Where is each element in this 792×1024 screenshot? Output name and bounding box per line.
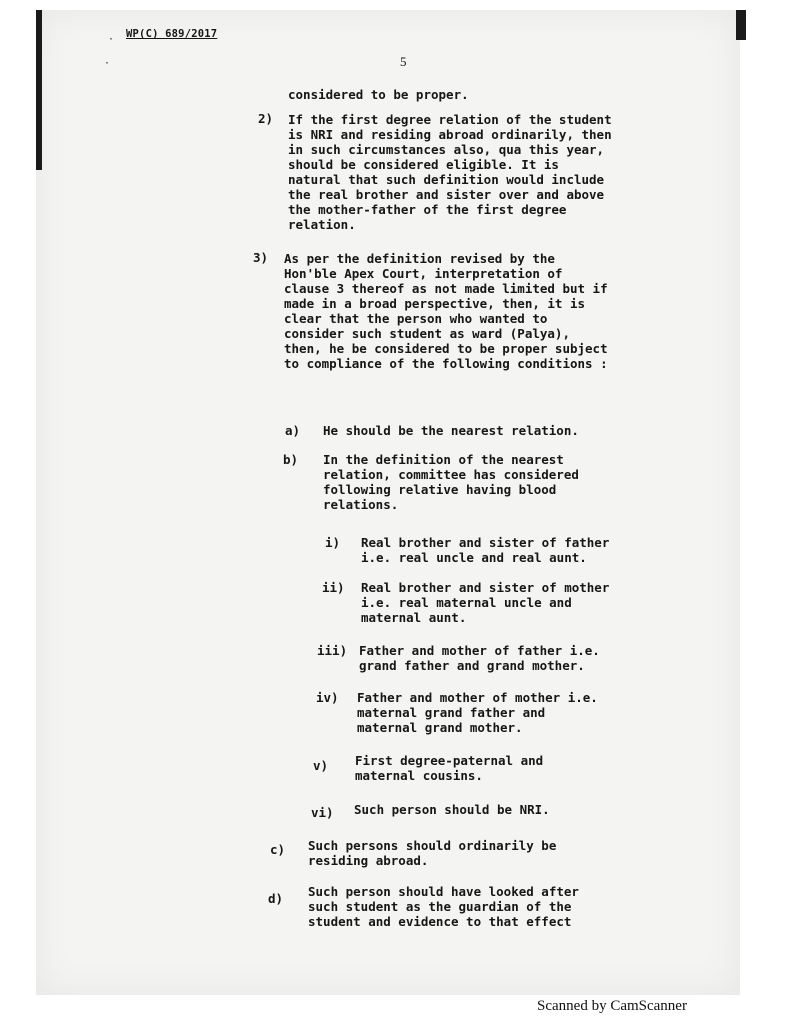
roman-label-iii: iii) — [317, 643, 348, 658]
roman-label-vi: vi) — [311, 805, 334, 820]
sub-b-line-4: relations. — [323, 497, 399, 512]
roman-ii-line-3: maternal aunt. — [361, 610, 467, 625]
roman-label-ii: ii) — [322, 580, 345, 595]
point-3-line-3: clause 3 thereof as not made limited but if — [284, 281, 608, 296]
point-3-line-2: Hon'ble Apex Court, interpretation of — [284, 266, 563, 281]
roman-iv-line-1: Father and mother of mother i.e. — [357, 690, 598, 705]
point-3-line-4: made in a broad perspective, then, it is — [284, 296, 586, 311]
sub-c-line-1: Such persons should ordinarily be — [308, 838, 557, 853]
case-number: WP(C) 689/2017 — [126, 28, 218, 40]
roman-vi-line-1: Such person should be NRI. — [354, 802, 550, 817]
roman-ii-line-1: Real brother and sister of mother — [361, 580, 610, 595]
sub-d-line-3: student and evidence to that effect — [308, 914, 572, 929]
point-2-line-4: should be considered eligible. It is — [288, 157, 559, 172]
intro-line: considered to be proper. — [288, 87, 469, 102]
point-2-line-3: in such circumstances also, qua this year, — [288, 142, 605, 157]
roman-label-iv: iv) — [316, 690, 339, 705]
sub-label-d: d) — [268, 891, 284, 906]
point-2-line-7: the mother-father of the first degree — [288, 202, 567, 217]
point-2-line-8: relation. — [288, 217, 356, 232]
sub-c-line-2: residing abroad. — [308, 853, 429, 868]
scanner-watermark: Scanned by CamScanner — [537, 998, 687, 1014]
point-3-line-5: clear that the person who wanted to — [284, 311, 548, 326]
scan-edge-left — [36, 10, 42, 170]
sub-label-c: c) — [270, 842, 286, 857]
point-2-line-2: is NRI and residing abroad ordinarily, then — [288, 127, 612, 142]
sub-d-line-1: Such person should have looked after — [308, 884, 579, 899]
speck: · — [104, 58, 111, 69]
page-number: 5 — [400, 54, 407, 69]
point-3-line-7: then, he be considered to be proper subject — [284, 341, 608, 356]
sub-a-line-1: He should be the nearest relation. — [323, 423, 579, 438]
point-3-line-8: to compliance of the following conditions : — [284, 356, 608, 371]
scan-edge-right — [736, 10, 746, 40]
point-3-line-1: As per the definition revised by the — [284, 251, 555, 266]
point-label: 2) — [258, 111, 274, 126]
point-2-line-1: If the first degree relation of the student — [288, 112, 612, 127]
point-3-line-6: consider such student as ward (Palya), — [284, 326, 570, 341]
point-2-line-5: natural that such definition would include — [288, 172, 605, 187]
roman-i-line-1: Real brother and sister of father — [361, 535, 610, 550]
roman-label-v: v) — [313, 758, 329, 773]
roman-iii-line-1: Father and mother of father i.e. — [359, 643, 600, 658]
roman-iv-line-3: maternal grand mother. — [357, 720, 523, 735]
sub-b-line-2: relation, committee has considered — [323, 467, 579, 482]
speck: · — [108, 34, 115, 45]
roman-ii-line-2: i.e. real maternal uncle and — [361, 595, 572, 610]
roman-label-i: i) — [325, 535, 341, 550]
sub-b-line-3: following relative having blood — [323, 482, 557, 497]
sub-label-b: b) — [283, 452, 299, 467]
sub-d-line-2: such student as the guardian of the — [308, 899, 572, 914]
sub-label-a: a) — [285, 423, 301, 438]
sub-b-line-1: In the definition of the nearest — [323, 452, 564, 467]
roman-iv-line-2: maternal grand father and — [357, 705, 546, 720]
roman-v-line-2: maternal cousins. — [355, 768, 483, 783]
roman-v-line-1: First degree-paternal and — [355, 753, 544, 768]
roman-iii-line-2: grand father and grand mother. — [359, 658, 585, 673]
point-2-line-6: the real brother and sister over and above — [288, 187, 605, 202]
roman-i-line-2: i.e. real uncle and real aunt. — [361, 550, 587, 565]
point-label: 3) — [253, 250, 269, 265]
